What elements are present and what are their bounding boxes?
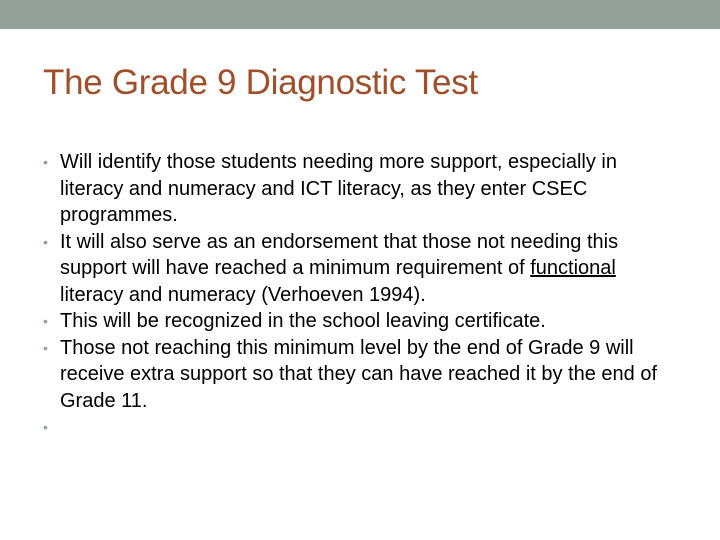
bullet-text-part: literacy and numeracy (Verhoeven 1994). — [60, 283, 426, 306]
bullet-item-empty — [43, 414, 663, 448]
bullet-text: Will identify those students needing more support, especially in literacy and numeracy and ICT literacy, as they enter CSEC programmes. — [60, 151, 617, 226]
bullet-dot-icon: • — [43, 154, 48, 170]
bullet-text: Those not reaching this minimum level by the end of Grade 9 will receive extra support so that they can have reached it by the end of Grade 11. — [60, 336, 658, 412]
bullet-list — [43, 149, 663, 448]
bullet-item — [43, 308, 663, 335]
slide-title: The Grade 9 Diagnostic Test — [43, 63, 478, 102]
top-accent-band — [0, 0, 720, 29]
bullet-item — [43, 335, 663, 415]
bullet-dot-icon: • — [43, 313, 48, 329]
bullet-item — [43, 229, 663, 309]
bullet-dot-icon: • — [43, 339, 48, 356]
underlined-term: functional — [530, 257, 616, 279]
bullet-dot-icon: • — [43, 419, 48, 435]
bullet-text — [60, 231, 618, 306]
bullet-text-part: It will also serve as an endorsement that those not needing this support will have reached a minimum requirement of — [60, 230, 619, 279]
bullet-item — [43, 149, 663, 229]
bullet-dot-icon: • — [43, 233, 48, 250]
bullet-text: This will be recognized in the school leaving certificate. — [60, 310, 546, 332]
